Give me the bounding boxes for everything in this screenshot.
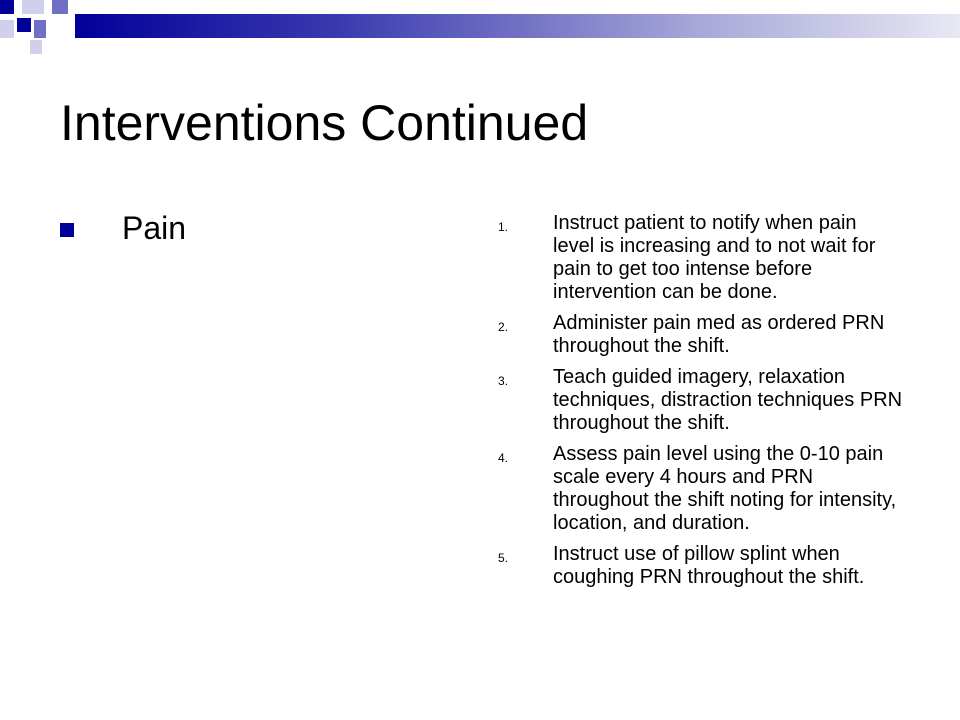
- decor-square: [30, 40, 42, 54]
- decor-square: [0, 20, 14, 38]
- list-item: [498, 443, 908, 535]
- list-item-text: Administer pain med as ordered PRN throughout the shift.: [553, 312, 885, 357]
- list-item: [498, 543, 908, 589]
- list-item-number: 4.: [498, 451, 509, 465]
- list-item-number: 2.: [498, 320, 509, 334]
- decor-square: [17, 18, 31, 32]
- square-bullet-icon: [60, 223, 74, 237]
- decor-square: [52, 0, 68, 14]
- left-bullet-item: [60, 206, 186, 250]
- list-item: [498, 312, 908, 358]
- list-item-number: 3.: [498, 374, 509, 388]
- list-item: [498, 366, 908, 435]
- left-bullet-label: Pain: [122, 210, 187, 246]
- decor-square: [22, 0, 44, 14]
- decor-square: [0, 0, 14, 14]
- decor-square: [34, 20, 46, 38]
- list-item-number: 5.: [498, 551, 509, 565]
- header-decoration: [0, 0, 960, 60]
- list-item-text: Assess pain level using the 0-10 pain scale every 4 hours and PRN throughout the shift noting for intensity, location, and duration.: [553, 443, 897, 534]
- list-item-text: Instruct patient to notify when pain level is increasing and to not wait for pain to get too intense before intervention can be done.: [553, 212, 876, 303]
- slide-title: Interventions Continued: [60, 95, 589, 151]
- list-item-text: Instruct use of pillow splint when coughing PRN throughout the shift.: [553, 543, 865, 588]
- list-item-text: Teach guided imagery, relaxation techniques, distraction techniques PRN throughout the shift.: [553, 366, 903, 434]
- intervention-list: [498, 212, 908, 597]
- list-item-number: 1.: [498, 220, 509, 234]
- list-item: [498, 212, 908, 304]
- header-gradient-bar: [75, 14, 960, 38]
